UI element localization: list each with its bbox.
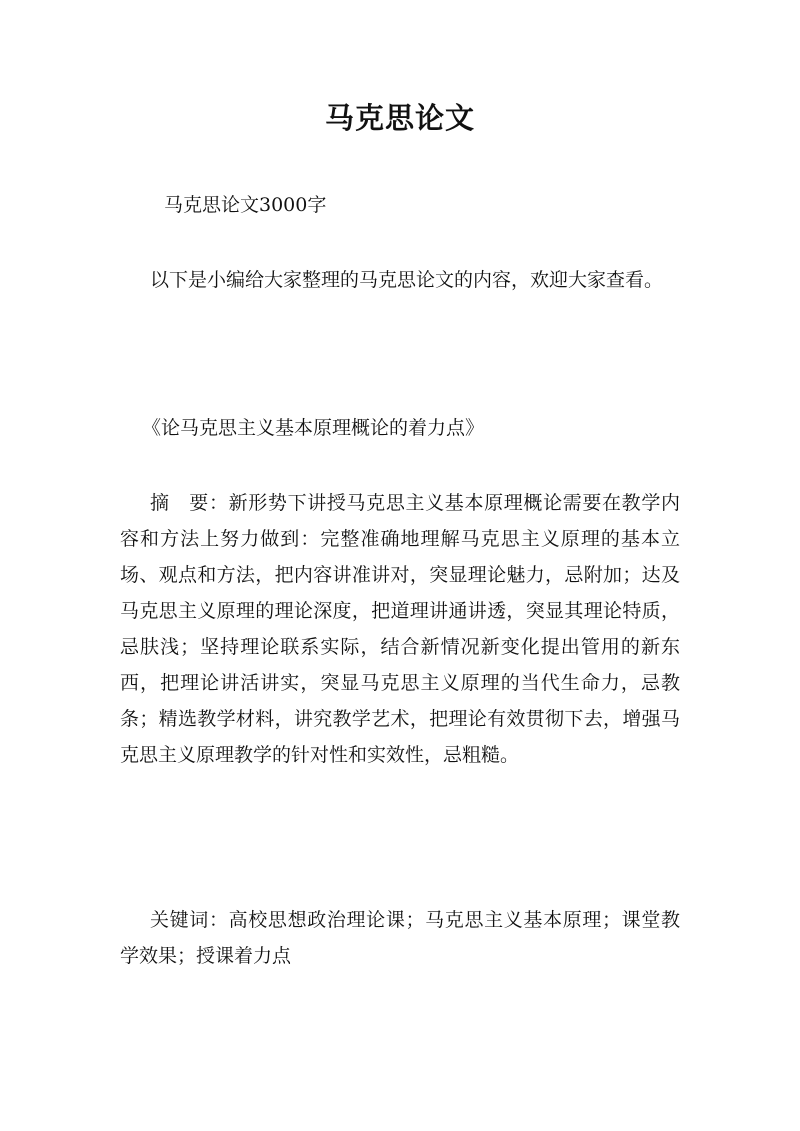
keywords-paragraph: 关键词：高校思想政治理论课；马克思主义基本原理；课堂教学效果；授课着力点: [120, 909, 680, 967]
abstract-paragraph: 摘 要：新形势下讲授马克思主义基本原理概论需要在教学内容和方法上努力做到：完整准确地理解马克思主义原理的基本立场、观点和方法，把内容讲准讲对，突显理论魅力，忌附加；达及马克思主义原理的理论深度，把道理讲通讲透，突显其理论特质，忌肤浅；坚持理论联系实际，结合新情况新变化提出管用的新东西，把理论讲活讲实，突显马克思主义原理的当代生命力，忌教条；精选教学材料，讲究教学艺术，把理论有效贯彻下去，增强马克思主义原理教学的针对性和实效性，忌粗糙。: [120, 492, 680, 766]
intro-paragraph: 以下是小编给大家整理的马克思论文的内容，欢迎大家查看。: [150, 269, 664, 291]
document-title: 马克思论文: [324, 101, 475, 135]
document-subtitle: 马克思论文3000字: [164, 194, 327, 216]
essay-title: 《论马克思主义基本原理概论的着力点》: [142, 417, 485, 439]
